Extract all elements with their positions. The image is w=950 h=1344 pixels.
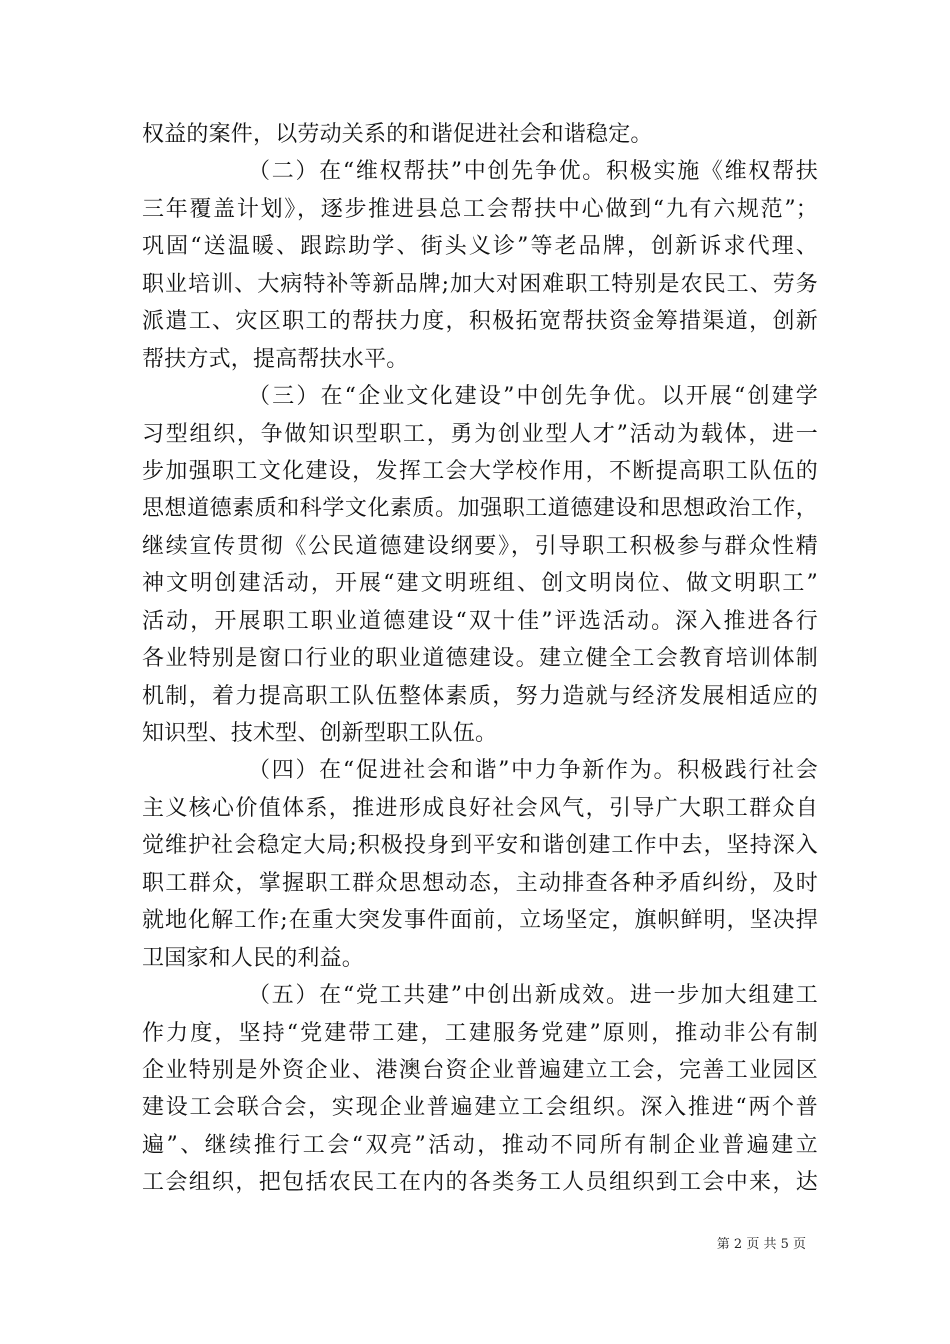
text-line: 机制，着力提高职工队伍整体素质，努力造就与经济发展相适应的 xyxy=(142,683,818,709)
text-line: （四）在“促进社会和谐”中力争新作为。积极践行社会 xyxy=(248,758,818,784)
text-line: 继续宣传贯彻《公民道德建设纲要》，引导职工积极参与群众性精 xyxy=(142,533,818,559)
text-line: 派遣工、灾区职工的帮扶力度，积极拓宽帮扶资金筹措渠道，创新 xyxy=(142,309,818,335)
text-line: 工会组织，把包括农民工在内的各类务工人员组织到工会中来，达 xyxy=(142,1170,818,1196)
text-line: 建设工会联合会，实现企业普遍建立工会组织。深入推进“两个普 xyxy=(142,1095,818,1121)
text-line: 作力度，坚持“党建带工建，工建服务党建”原则，推动非公有制 xyxy=(142,1020,818,1046)
page-number: 第 2 页 共 5 页 xyxy=(716,1237,806,1252)
text-line: 帮扶方式，提高帮扶水平。 xyxy=(142,346,409,372)
text-line: 主义核心价值体系，推进形成良好社会风气，引导广大职工群众自 xyxy=(142,795,818,821)
text-line: 卫国家和人民的利益。 xyxy=(142,945,365,971)
text-line: 知识型、技术型、创新型职工队伍。 xyxy=(142,721,498,746)
text-line: 职业培训、大病特补等新品牌;加大对困难职工特别是农民工、劳务 xyxy=(142,271,818,297)
text-line: 活动，开展职工职业道德建设“双十佳”评选活动。深入推进各行 xyxy=(142,608,818,634)
text-line: 就地化解工作;在重大突发事件面前，立场坚定，旗帜鲜明，坚决捍 xyxy=(142,908,818,934)
text-line: 思想道德素质和科学文化素质。加强职工道德建设和思想政治工作， xyxy=(142,496,818,522)
text-line: （五）在“党工共建”中创出新成效。进一步加大组建工 xyxy=(248,983,818,1009)
text-line: 三年覆盖计划》，逐步推进县总工会帮扶中心做到“九有六规范”； xyxy=(142,196,818,222)
text-line: （三）在“企业文化建设”中创先争优。以开展“创建学 xyxy=(248,384,818,410)
text-line: 步加强职工文化建设，发挥工会大学校作用，不断提高职工队伍的 xyxy=(142,458,818,484)
text-line: 巩固“送温暖、跟踪助学、街头义诊”等老品牌，创新诉求代理、 xyxy=(142,234,818,260)
text-line: 职工群众，掌握职工群众思想动态，主动排查各种矛盾纠纷，及时 xyxy=(142,870,818,896)
text-line: 企业特别是外资企业、港澳台资企业普遍建立工会，完善工业园区 xyxy=(142,1057,818,1083)
text-line: 各业特别是窗口行业的职业道德建设。建立健全工会教育培训体制 xyxy=(142,646,818,672)
text-line: 遍”、继续推行工会“双亮”活动，推动不同所有制企业普遍建立 xyxy=(142,1132,818,1158)
text-line: 习型组织，争做知识型职工，勇为创业型人才”活动为载体，进一 xyxy=(142,421,818,447)
text-line: （二）在“维权帮扶”中创先争优。积极实施《维权帮扶 xyxy=(248,159,818,185)
text-line: 权益的案件，以劳动关系的和谐促进社会和谐稳定。 xyxy=(142,122,653,147)
text-line: 神文明创建活动，开展“建文明班组、创文明岗位、做文明职工” xyxy=(142,571,818,597)
text-line: 觉维护社会稳定大局;积极投身到平安和谐创建工作中去，坚持深入 xyxy=(142,833,818,859)
document-body xyxy=(142,116,818,1202)
